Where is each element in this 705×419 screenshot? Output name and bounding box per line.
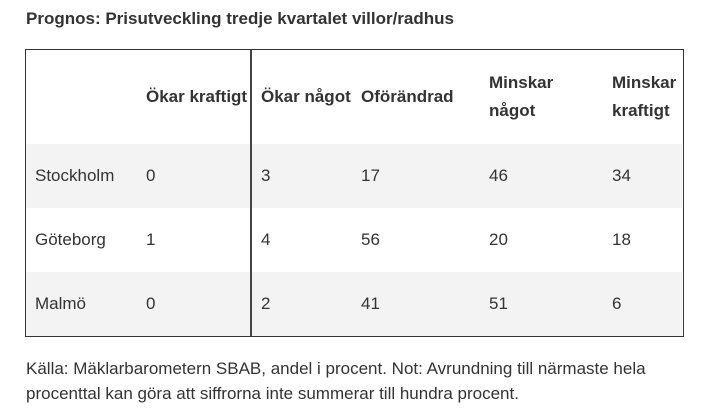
forecast-table xyxy=(26,50,683,336)
cell-decrease-some: 20 xyxy=(480,208,603,272)
header-decrease-some: Minskar något xyxy=(489,73,554,120)
cell-unchanged: 41 xyxy=(352,272,480,336)
cell-unchanged: 17 xyxy=(352,144,480,208)
header-increase-strong: Ökar kraftigt xyxy=(146,87,248,106)
row-city: Göteborg xyxy=(26,208,137,272)
cell-decrease-strong: 6 xyxy=(603,272,682,336)
forecast-table-container xyxy=(25,49,684,337)
cell-decrease-some: 46 xyxy=(480,144,603,208)
header-decrease-strong: Minskar kraftigt xyxy=(612,73,677,120)
header-unchanged: Oförändrad xyxy=(361,87,454,106)
table-title: Prognos: Prisutveckling tredje kvartalet villor/radhus xyxy=(26,9,454,28)
cell-increase-strong: 0 xyxy=(137,272,251,336)
source-caption: Källa: Mäklarbarometern SBAB, andel i procent. Not: Avrundning till närmaste hela procenttal kan göra att siffrorna inte summerar till hundra procent. xyxy=(26,359,646,403)
cell-increase-strong: 1 xyxy=(137,208,251,272)
cell-decrease-strong: 34 xyxy=(603,144,682,208)
table-row xyxy=(26,144,682,208)
cell-decrease-some: 51 xyxy=(480,272,603,336)
cell-increase-some: 4 xyxy=(251,208,352,272)
header-increase-some: Ökar något xyxy=(251,50,352,144)
cell-unchanged: 56 xyxy=(352,208,480,272)
cell-increase-some: 3 xyxy=(251,144,352,208)
table-row xyxy=(26,272,682,336)
cell-decrease-strong: 18 xyxy=(603,208,682,272)
table-header-row xyxy=(26,50,682,144)
cell-increase-some: 2 xyxy=(251,272,352,336)
table-row xyxy=(26,208,682,272)
row-city: Stockholm xyxy=(26,144,137,208)
cell-increase-strong: 0 xyxy=(137,144,251,208)
header-region xyxy=(26,50,137,144)
row-city: Malmö xyxy=(26,272,137,336)
